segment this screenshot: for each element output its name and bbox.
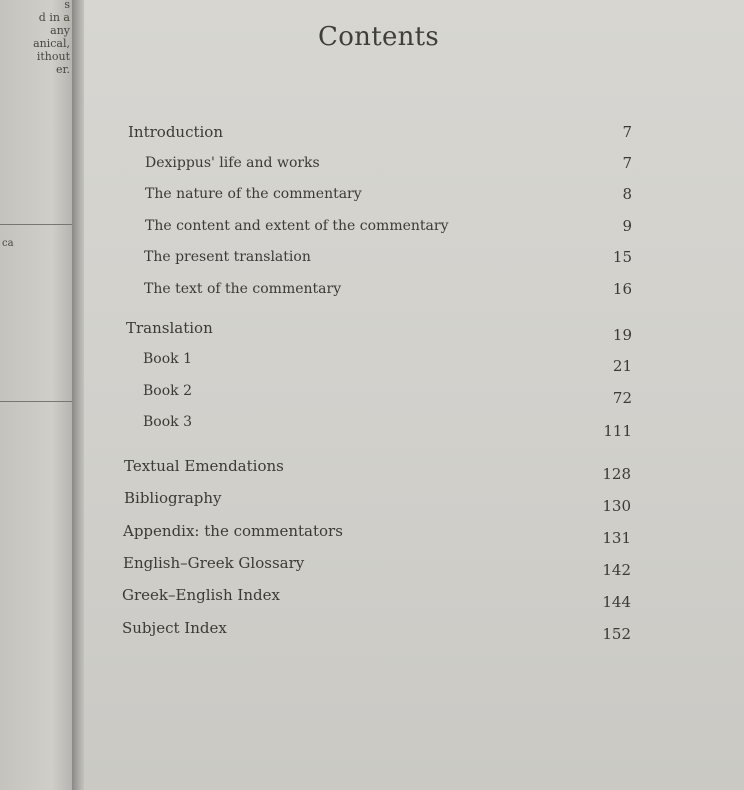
toc-entry-label: The nature of the commentary (145, 186, 362, 202)
left-page-fragment: d in a (38, 11, 70, 24)
toc-entry-page: 152 (602, 625, 631, 643)
toc-entry (124, 487, 631, 515)
toc-entry-label: Introduction (128, 123, 223, 141)
toc-entry-page: 15 (612, 248, 632, 266)
left-page-fragment: s (64, 0, 70, 11)
left-page-box (0, 224, 73, 402)
toc-entry-page: 131 (602, 529, 631, 547)
toc-entry-page: 21 (612, 357, 632, 375)
toc-entry (122, 617, 631, 643)
toc-entry (123, 552, 631, 579)
toc-entry-label: Subject Index (122, 619, 227, 637)
toc-entry-label: The present translation (144, 249, 311, 265)
left-page-text (33, 0, 70, 76)
toc-entry-page: 144 (602, 593, 631, 611)
toc-entry-page: 7 (622, 154, 632, 172)
toc-entry-label: The content and extent of the commentary (145, 218, 449, 234)
toc-entry (145, 152, 632, 174)
toc-entry (126, 317, 632, 344)
toc-entry (128, 121, 632, 143)
toc-entry (143, 348, 632, 375)
toc-entry-page: 16 (612, 280, 632, 298)
toc-entry-page: 142 (602, 561, 631, 579)
left-page-fragment: any (50, 24, 70, 37)
toc-entry (144, 246, 632, 268)
toc-entry-label: Appendix: the commentators (123, 522, 343, 540)
toc-entry-label: English–Greek Glossary (123, 554, 305, 572)
page-title: Contents (318, 22, 440, 52)
toc-entry (143, 380, 632, 407)
toc-entry-page: 19 (612, 326, 632, 344)
toc-entry-label: Book 2 (143, 383, 192, 399)
toc-entry-label: Book 1 (143, 351, 192, 367)
toc-entry (145, 183, 632, 205)
left-page-fragment: anical, (33, 37, 70, 50)
toc-entry-page: 8 (622, 185, 632, 203)
toc-entry-label: Textual Emendations (124, 457, 284, 475)
toc-entry-page: 128 (602, 465, 631, 483)
toc-entry-label: Greek–English Index (122, 586, 280, 604)
left-page-mark: ca (2, 238, 14, 249)
toc-entry (144, 278, 632, 300)
left-page-fragment: er. (55, 63, 70, 76)
toc-entry-label: Book 3 (143, 414, 192, 430)
left-page-edge (0, 0, 74, 790)
toc-entry-page: 7 (622, 123, 632, 141)
toc-entry-page: 9 (622, 217, 632, 235)
left-page-fragment: ithout (36, 50, 70, 63)
toc-entry-page: 72 (612, 389, 632, 407)
toc-entry-label: The text of the commentary (144, 281, 342, 297)
toc-entry-label: Dexippus' life and works (145, 155, 320, 171)
toc-entry-page: 130 (602, 497, 631, 515)
toc-entry-label: Bibliography (124, 489, 222, 507)
toc-entry (123, 520, 631, 547)
toc-entry (145, 215, 632, 237)
toc-entry (122, 584, 631, 611)
toc-entry (124, 455, 631, 483)
toc-entry-label: Translation (126, 319, 213, 337)
toc-entry (143, 411, 632, 440)
toc-entry-page: 111 (603, 422, 632, 440)
contents-page (84, 0, 744, 790)
